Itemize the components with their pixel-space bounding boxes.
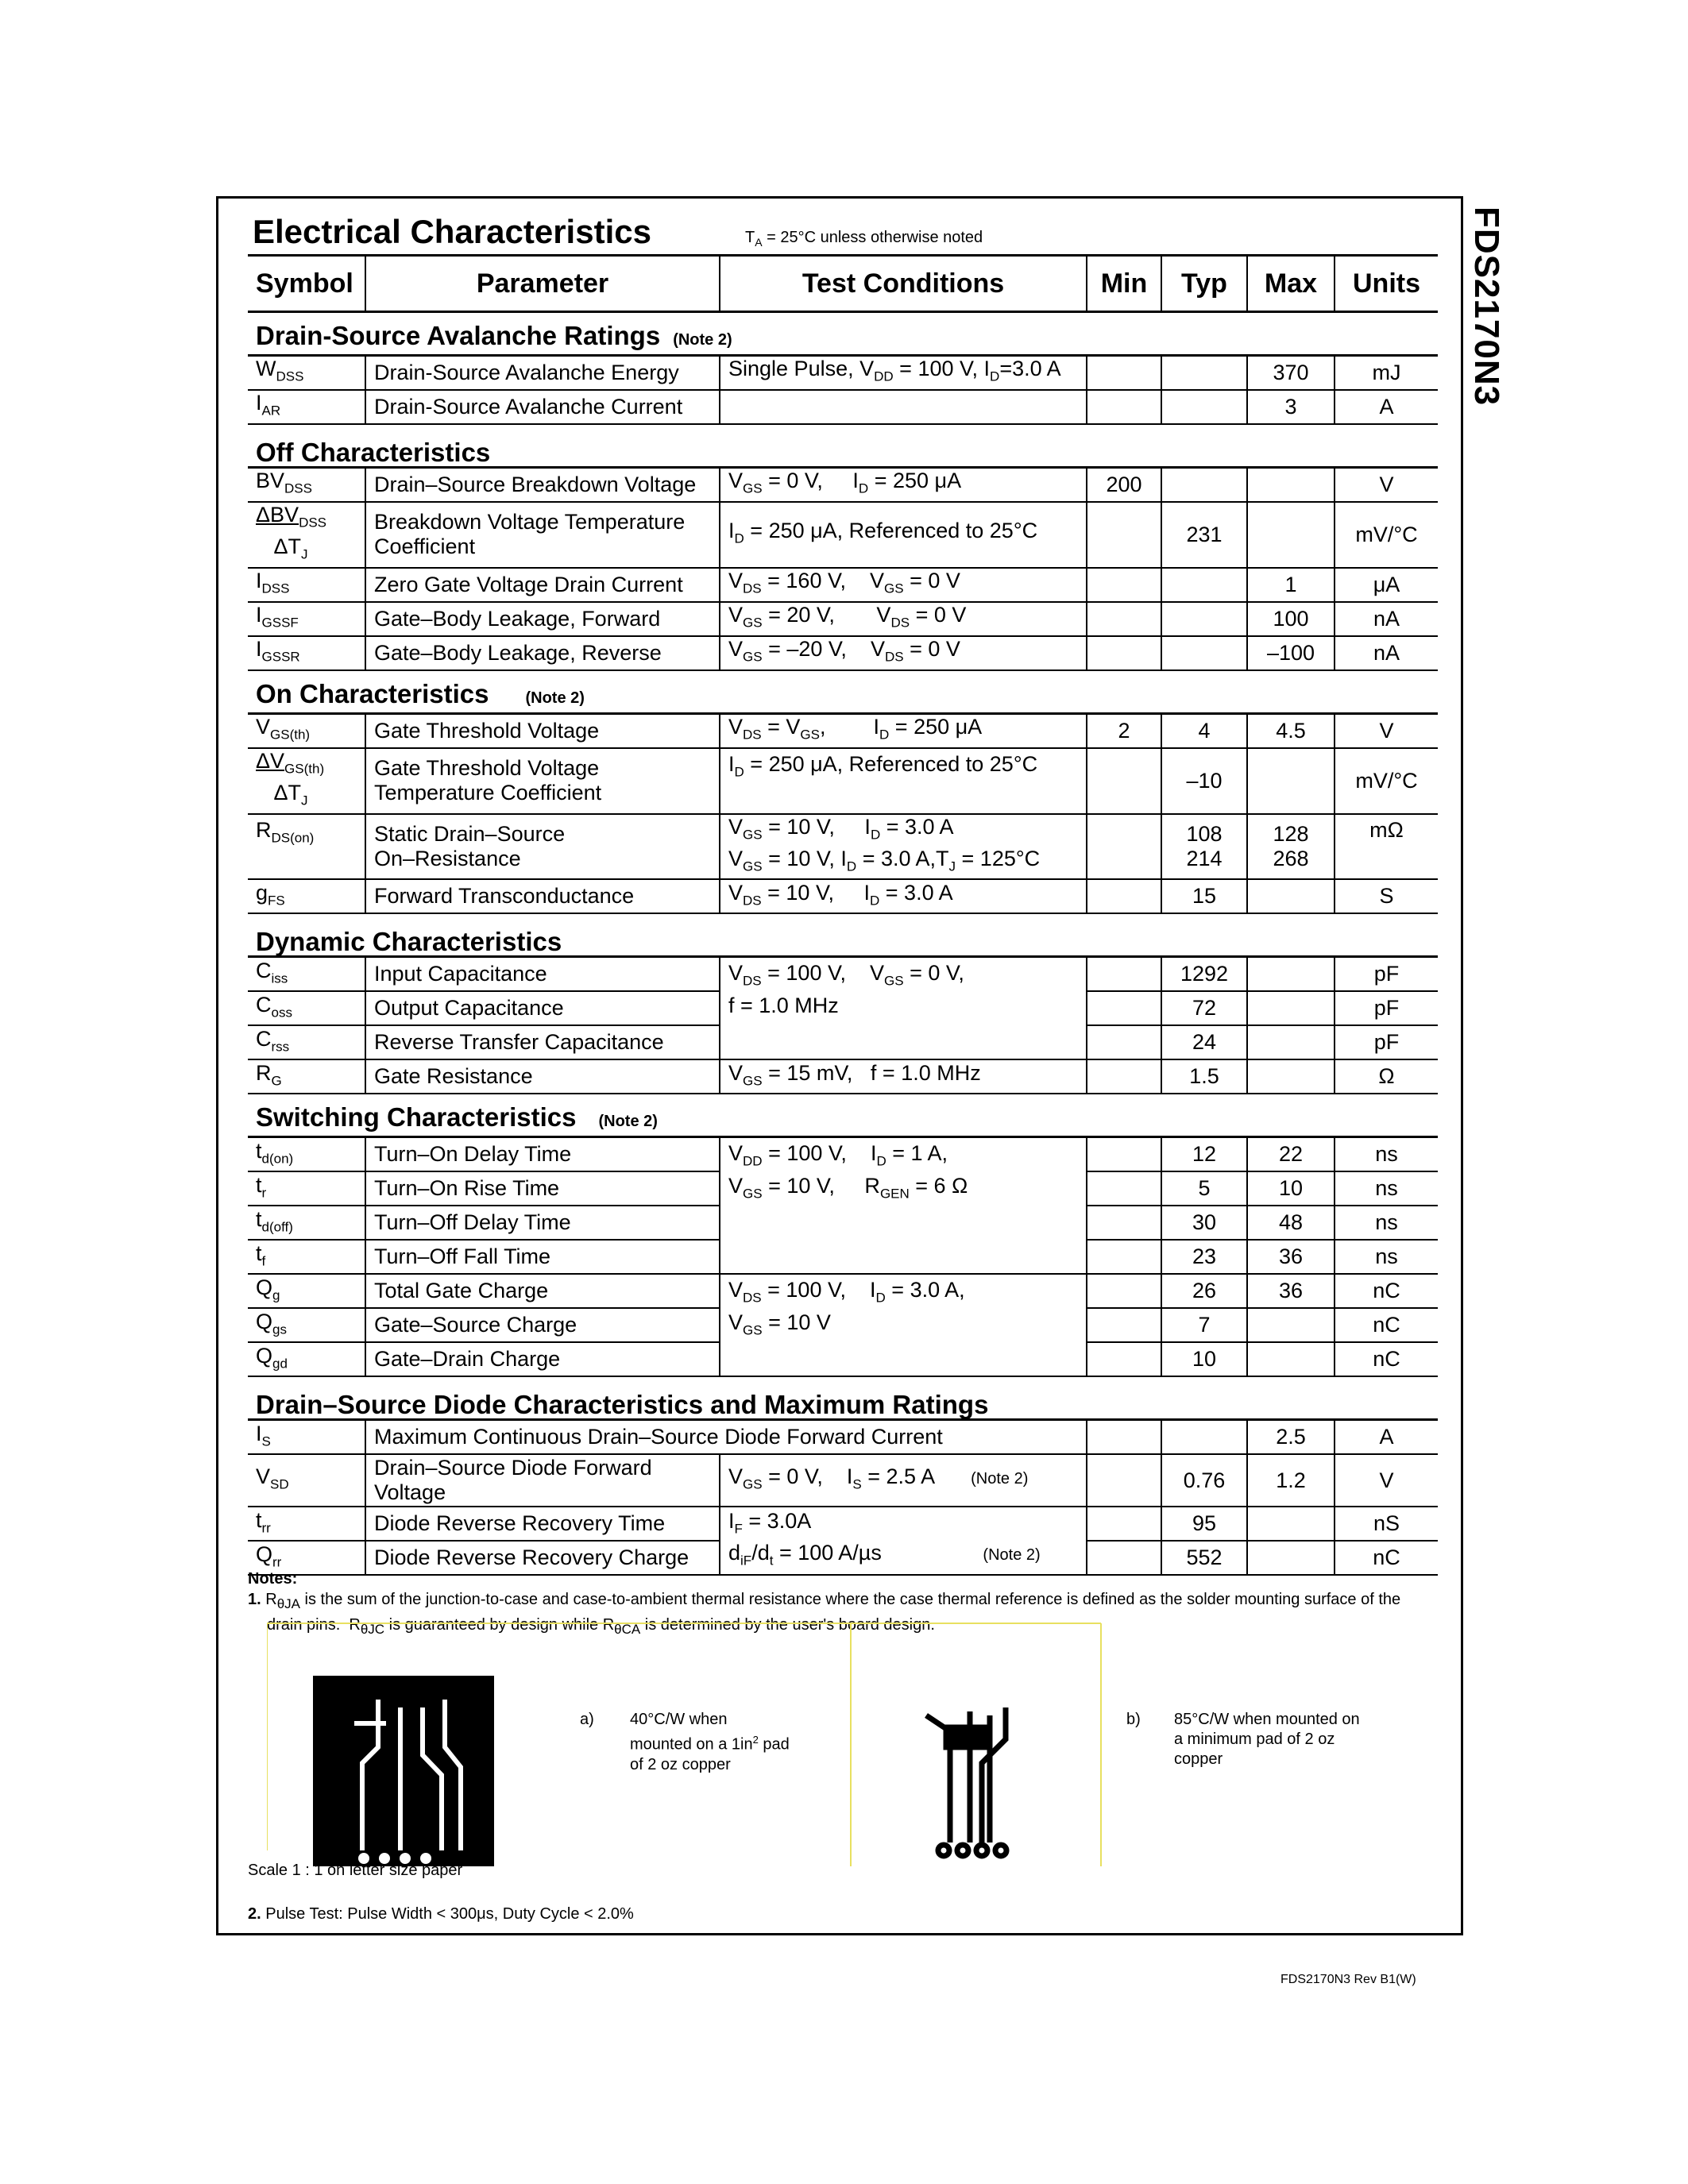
note-2: 2. Pulse Test: Pulse Width < 300μs, Duty Cycle < 2.0% — [248, 1905, 634, 1923]
scale-note: Scale 1 : 1 on letter size paper — [248, 1862, 463, 1879]
table-row: $I_{GSSR}$ Gate–Body Leakage, Reverse $V_{GS} = -20$ V, $V_{DS} = 0$ V –100 nA — [248, 636, 1438, 670]
side-title: FDS2170N3 — [1467, 206, 1506, 407]
table-row: $R_{DS(on)}$ Static Drain–Source On–Resistance $V_{GS} = 10$ V, $I_D = 3.0$ A $V_{GS} = 10$ V, $I_D = 3.0$ $A,T_J = 125^\circ C$ 108 214 128 268 mΩ — [248, 814, 1438, 880]
section-switching: Switching Characteristics (Note 2) — [248, 1094, 1438, 1137]
table-row: $\Delta BV_{DSS}$ $\Delta T_J$ Breakdown Voltage Temperature Coefficient $I_D = 250$ μA, Referenced to 25°C 231 mV/°C — [248, 502, 1438, 568]
table-row: $C_{iss}$ Input Capacitance $V_{DS} = 100$ V, $V_{GS} = 0$ V, f = 1.0 MHz 1292 pF — [248, 957, 1438, 992]
col-min: Min — [1087, 256, 1161, 312]
table-row: $Q_{rr}$ Diode Reverse Recovery Charge 552 nC — [248, 1541, 1438, 1575]
pcb-large-pad — [313, 1676, 494, 1866]
header-row — [248, 256, 1438, 312]
table-row: $t_{d(off)}$ Turn–Off Delay Time 30 48 ns — [248, 1206, 1438, 1240]
table-row: $I_{AR}$ Drain-Source Avalanche Current 3 A — [248, 390, 1438, 424]
col-max: Max — [1247, 256, 1335, 312]
table-row: $C_{rss}$ Reverse Transfer Capacitance 24 pF — [248, 1025, 1438, 1059]
table-row: $Q_g$ Total Gate Charge $V_{DS} = 100$ V, $I_D = 3.0$ A, $V_{GS} = 10$ V 26 36 nC — [248, 1274, 1438, 1308]
table-row: $t_{rr}$ Diode Reverse Recovery Time $I_F = 3.0A$ $d_{iF}/d_t = 100$ A/µs (Note 2) 95 nS — [248, 1507, 1438, 1541]
table-row: $BV_{DSS}$ Drain–Source Breakdown Voltage $V_{GS} = 0$ V, $I_D = 250$ μA 200 V — [248, 468, 1438, 503]
table-row: $t_f$ Turn–Off Fall Time 23 36 ns — [248, 1240, 1438, 1274]
section-dynamic: Dynamic Characteristics — [248, 913, 1438, 957]
section-header — [253, 213, 1452, 254]
caption-b-label: b) — [1126, 1711, 1141, 1728]
caption-a: 40°C/W when mounted on a $1in^2$ pad of 2 oz copper — [630, 1711, 790, 1773]
section-on: On Characteristics (Note 2) — [248, 670, 1438, 714]
col-test-conditions: Test Conditions — [720, 256, 1087, 312]
table-row: $I_{GSSF}$ Gate–Body Leakage, Forward $V_{GS} = 20$ V, $V_{DS} = 0$ V 100 nA — [248, 602, 1438, 636]
caption-a-label: a) — [580, 1711, 594, 1728]
table-row: $W_{DSS}$ Drain-Source Avalanche Energy Single Pulse, $V_{DD} = 100$ V, $I_D=3.0$ A 370 mJ — [248, 356, 1438, 391]
section-avalanche: Drain-Source Avalanche Ratings (Note 2) — [248, 312, 1438, 356]
table-row: $I_{DSS}$ Zero Gate Voltage Drain Current $V_{DS} = 160$ V, $V_{GS} = 0$ V 1 μA — [248, 568, 1438, 602]
section-off: Off Characteristics — [248, 424, 1438, 468]
table-row: $R_G$ Gate Resistance $V_{GS} = 15$ mV, f = 1.0 MHz 1.5 Ω — [248, 1059, 1438, 1094]
table-row: $\Delta V_{GS(th)}$ $\Delta T_J$ Gate Threshold Voltage Temperature Coefficient $I_D = 250$ μA, Referenced to 25°C –10 mV/°C — [248, 748, 1438, 814]
col-typ: Typ — [1161, 256, 1247, 312]
electrical-characteristics-table — [248, 254, 1438, 1576]
table-row: $t_r$ Turn–On Rise Time 5 10 ns — [248, 1171, 1438, 1206]
page-title: Electrical Characteristics — [253, 213, 651, 250]
col-units: Units — [1335, 256, 1438, 312]
table-row: $V_{SD}$ Drain–Source Diode Forward Voltage $V_{GS} = 0$ V, $I_S = 2.5$ A (Note 2) 0.76 1.2 V — [248, 1454, 1438, 1507]
table-row: $t_{d(on)}$ Turn–On Delay Time $V_{DD} = 100$ V, $I_D = 1$ A, $V_{GS} = 10$ V, $R_{GEN} = 6$ Ω 12 22 ns — [248, 1137, 1438, 1172]
table-row: $Q_{gd}$ Gate–Drain Charge 10 nC — [248, 1342, 1438, 1376]
table-row: $I_S$ Maximum Continuous Drain–Source Diode Forward Current 2.5 A — [248, 1420, 1438, 1455]
caption-b: 85°C/W when mounted on a minimum pad of 2 oz copper — [1174, 1711, 1360, 1768]
table-row: $C_{oss}$ Output Capacitance 72 pF — [248, 991, 1438, 1025]
table-row: $g_{FS}$ Forward Transconductance $V_{DS} = 10$ V, $I_D = 3.0$ A 15 S — [248, 879, 1438, 913]
footer-revision: FDS2170N3 Rev B1(W) — [1280, 1973, 1416, 1986]
table-row: $Q_{gs}$ Gate–Source Charge 7 nC — [248, 1308, 1438, 1342]
notes: Notes: 1. $R_{\theta JA}$ is the sum of the junction-to-case and case-to-ambient thermal resistance where the case thermal reference is defined as the solder mounting surface of the drain pins. $R_{\theta JC}$ is guaranteed by design while $R_{\theta CA}$ is determined by the user's board design. — [248, 1570, 1401, 1637]
col-symbol: Symbol — [248, 256, 365, 312]
section-diode: Drain–Source Diode Characteristics and Maximum Ratings — [248, 1376, 1438, 1420]
temperature-note: $T_A = 25^\circ C$ unless otherwise noted — [745, 229, 983, 249]
table-row: $V_{GS(th)}$ Gate Threshold Voltage $V_{DS} = V_{GS}$, $I_D = 250$ μA 2 4 4.5 V — [248, 713, 1438, 748]
pcb-minimum-pad — [926, 1707, 1006, 1856]
col-parameter: Parameter — [365, 256, 720, 312]
